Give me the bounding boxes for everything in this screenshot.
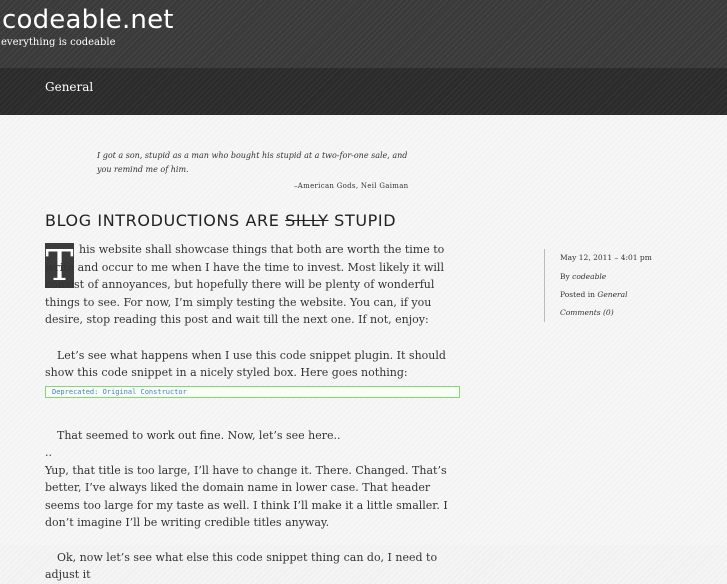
nav-item-general[interactable]: General [45, 80, 94, 94]
post-author [560, 272, 606, 281]
post-title-before: BLOG INTRODUCTIONS ARE [45, 211, 286, 230]
post-paragraph: Ok, now let’s see what else this code snippet thing can do, I need to adjust it [45, 550, 438, 581]
post-title[interactable] [45, 211, 396, 230]
post-paragraph: .. [45, 446, 52, 459]
post-meta [544, 249, 695, 322]
site-tagline: everything is codeable [1, 37, 116, 48]
drop-cap: T [45, 241, 74, 290]
post-paragraph: That seemed to work out fine. Now, let’s see here.. [57, 428, 341, 442]
post-title-after: STUPID [328, 211, 397, 230]
post-category [560, 290, 628, 299]
category-prefix: Posted in [560, 290, 598, 299]
post-body [45, 241, 457, 584]
post-date: May 12, 2011 – 4:01 pm [560, 253, 652, 262]
author-link[interactable]: codeable [572, 272, 607, 281]
site-header [0, 0, 727, 68]
post-paragraph: Yup, that title is too large, I’ll have to change it. There. Changed. That’s better, I’ve always liked the domain name in lower case. That header seems too large for my taste as well. I think I’ll make it a little smaller. I don’t imagine I’ll be writing credible titles anyway. [45, 463, 448, 529]
post-title-strike: SILLY [285, 211, 329, 230]
comments-label: Comments (0) [560, 308, 614, 317]
code-snippet-box: Deprecated: Original Constructor [45, 386, 460, 398]
author-prefix: By [560, 272, 573, 281]
header-quote: I got a son, stupid as a man who bought his stupid at a two-for-one sale, and you remind me of him. [97, 151, 408, 174]
nav-bar [0, 68, 727, 115]
comments-link[interactable] [560, 308, 614, 317]
site-title-link[interactable]: codeable.net [2, 5, 174, 35]
quote-attribution: –American Gods, Neil Gaiman [294, 182, 409, 190]
post-paragraph: Let’s see what happens when I use this code snippet plugin. It should show this code snippet in a nicely styled box. Here goes nothing: [45, 348, 446, 379]
category-link[interactable]: General [597, 290, 628, 299]
post-paragraph: his website shall showcase things that both are worth the time to write and occur to me when I have the time to invest. Most likely it will consist of annoyances, but hopefully there will be plenty of wonderful things to see. For now, I’m simply testing the website. You can, if you desire, stop reading this post and wait till the next one. If not, enjoy: [45, 243, 445, 326]
